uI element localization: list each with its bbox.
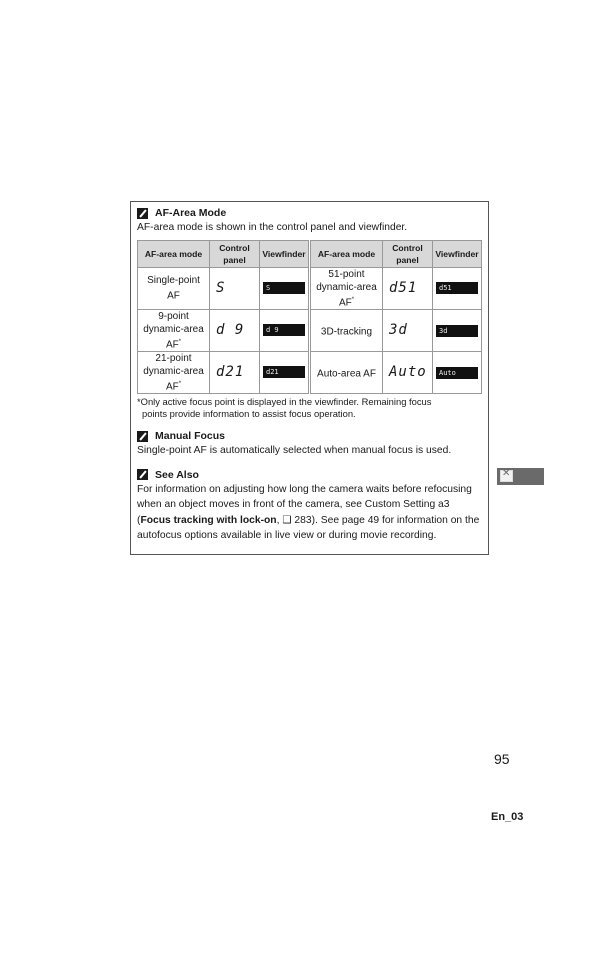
control-panel-display: d21 (210, 351, 260, 393)
pencil-note-icon (137, 469, 148, 480)
page-number: 95 (494, 751, 510, 767)
header-mode: AF-area mode (138, 240, 210, 267)
see-also-text-end: , ❑ 283). See page 49 for information on the autofocus options available in live view or during movie recording. (137, 514, 480, 542)
mode-cell (138, 267, 210, 309)
mode-label: Single-point AF (147, 274, 200, 302)
see-also-text-start: For information on adjusting how long the camera waits before refocusing when an object moves in front of the camera, see Custom Setting a3 ( (137, 483, 472, 526)
mode-label: 9-point dynamic-area AF (143, 310, 204, 350)
pencil-note-icon (137, 208, 148, 219)
see-also-title: See Also (155, 468, 199, 481)
control-panel-display: d51 (383, 267, 433, 309)
focus-tracking-link[interactable]: Focus tracking with lock-on (140, 514, 277, 526)
table-row (311, 267, 482, 309)
mode-label: Auto-area AF (317, 368, 376, 380)
see-also-section (137, 468, 482, 544)
mode-cell (311, 309, 383, 351)
mode-label: 21-point dynamic-area AF (143, 352, 204, 393)
control-panel-display: S (210, 267, 260, 309)
footnote (137, 396, 482, 420)
af-area-title: AF-Area Mode (155, 207, 227, 219)
manual-focus-text: Single-point AF is automatically selected when manual focus is used. (137, 445, 452, 457)
af-area-intro: AF-area mode is shown in the control panel and viewfinder. (137, 222, 408, 233)
footnote-line-2: points provide information to assist focus operation. (142, 408, 356, 420)
table-row (138, 267, 309, 309)
header-control: Control panel (210, 240, 260, 267)
af-area-heading (137, 206, 482, 220)
header-control: Control panel (383, 240, 433, 267)
control-panel-display: Auto (383, 352, 433, 394)
af-table-right (310, 240, 482, 395)
mode-label: 51-point dynamic-area AF (316, 268, 377, 308)
viewfinder-cell (260, 309, 309, 351)
chapter-tab[interactable] (497, 468, 544, 485)
viewfinder-icon (500, 470, 513, 482)
viewfinder-display: d51 (436, 282, 478, 294)
table-row (311, 352, 482, 394)
af-table-left (137, 240, 309, 395)
viewfinder-display: d 9 (263, 324, 305, 336)
footnote-mark: * (351, 296, 355, 303)
manual-focus-section (137, 429, 482, 459)
table-row (138, 351, 309, 393)
pencil-note-icon (137, 431, 148, 442)
af-area-tables (137, 240, 482, 395)
control-panel-display: 3d (383, 309, 433, 351)
header-mode: AF-area mode (311, 240, 383, 267)
mode-cell (311, 352, 383, 394)
control-panel-display: d 9 (210, 309, 260, 351)
table-row (138, 309, 309, 351)
manual-focus-heading (137, 429, 482, 443)
doc-code: En_03 (491, 811, 524, 823)
footnote-mark: * (178, 380, 182, 387)
mode-cell (138, 351, 210, 393)
viewfinder-display: 3d (436, 325, 478, 337)
table-row (311, 309, 482, 351)
footnote-line-1: *Only active focus point is displayed in the viewfinder. Remaining focus (137, 396, 432, 408)
note-box (130, 201, 489, 555)
viewfinder-cell (260, 267, 309, 309)
manual-focus-title: Manual Focus (155, 430, 226, 443)
header-viewfinder: Viewfinder (433, 240, 482, 267)
viewfinder-cell (433, 267, 482, 309)
header-viewfinder: Viewfinder (260, 240, 309, 267)
mode-cell (138, 309, 210, 351)
mode-label: 3D-tracking (320, 326, 373, 338)
viewfinder-cell (433, 309, 482, 351)
viewfinder-display: S (263, 282, 305, 294)
viewfinder-display: Auto (436, 367, 478, 379)
footnote-mark: * (178, 338, 182, 345)
see-also-heading (137, 468, 482, 482)
see-also-text (137, 482, 482, 544)
viewfinder-cell (260, 351, 309, 393)
mode-cell (311, 267, 383, 309)
viewfinder-cell (433, 352, 482, 394)
viewfinder-display: d21 (263, 366, 305, 378)
